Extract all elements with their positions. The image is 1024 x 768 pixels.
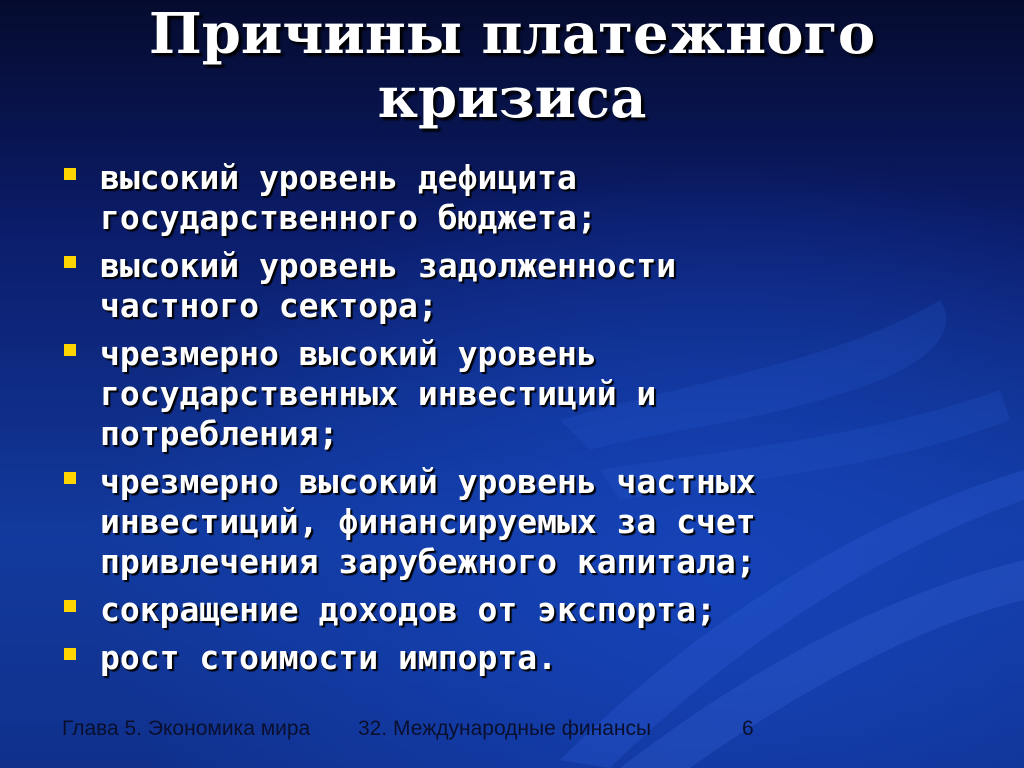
bullet-item [60,638,1010,678]
square-bullet-icon [64,256,76,268]
bullet-list [60,158,1010,686]
bullet-item [60,462,1010,582]
footer-section: 32. Международные финансы [358,717,652,740]
bullet-text: чрезмерно высокий уровень частных инвестиций, финансируемых за счет привлечения зарубежного капитала; [100,462,756,581]
bullet-item [60,590,1010,630]
bullet-text: чрезмерно высокий уровень государственных инвестиций и потребления; [100,334,657,453]
square-bullet-icon [64,600,76,612]
footer-chapter: Глава 5. Экономика мира [62,717,311,740]
bullet-text: высокий уровень дефицита государственного бюджета; [100,158,597,237]
bullet-item [60,246,1010,326]
bullet-item [60,334,1010,454]
square-bullet-icon [64,168,76,180]
slide-title-text: Причины платежного кризиса [148,1,876,131]
square-bullet-icon [64,344,76,356]
square-bullet-icon [64,648,76,660]
bullet-text: рост стоимости импорта. [100,638,557,677]
bullet-text: сокращение доходов от экспорта; [100,590,716,629]
square-bullet-icon [64,472,76,484]
slide-title [0,0,1024,130]
bullet-text: высокий уровень задолженности частного сектора; [100,246,677,325]
bullet-item [60,158,1010,238]
footer-page-number: 6 [742,717,754,740]
